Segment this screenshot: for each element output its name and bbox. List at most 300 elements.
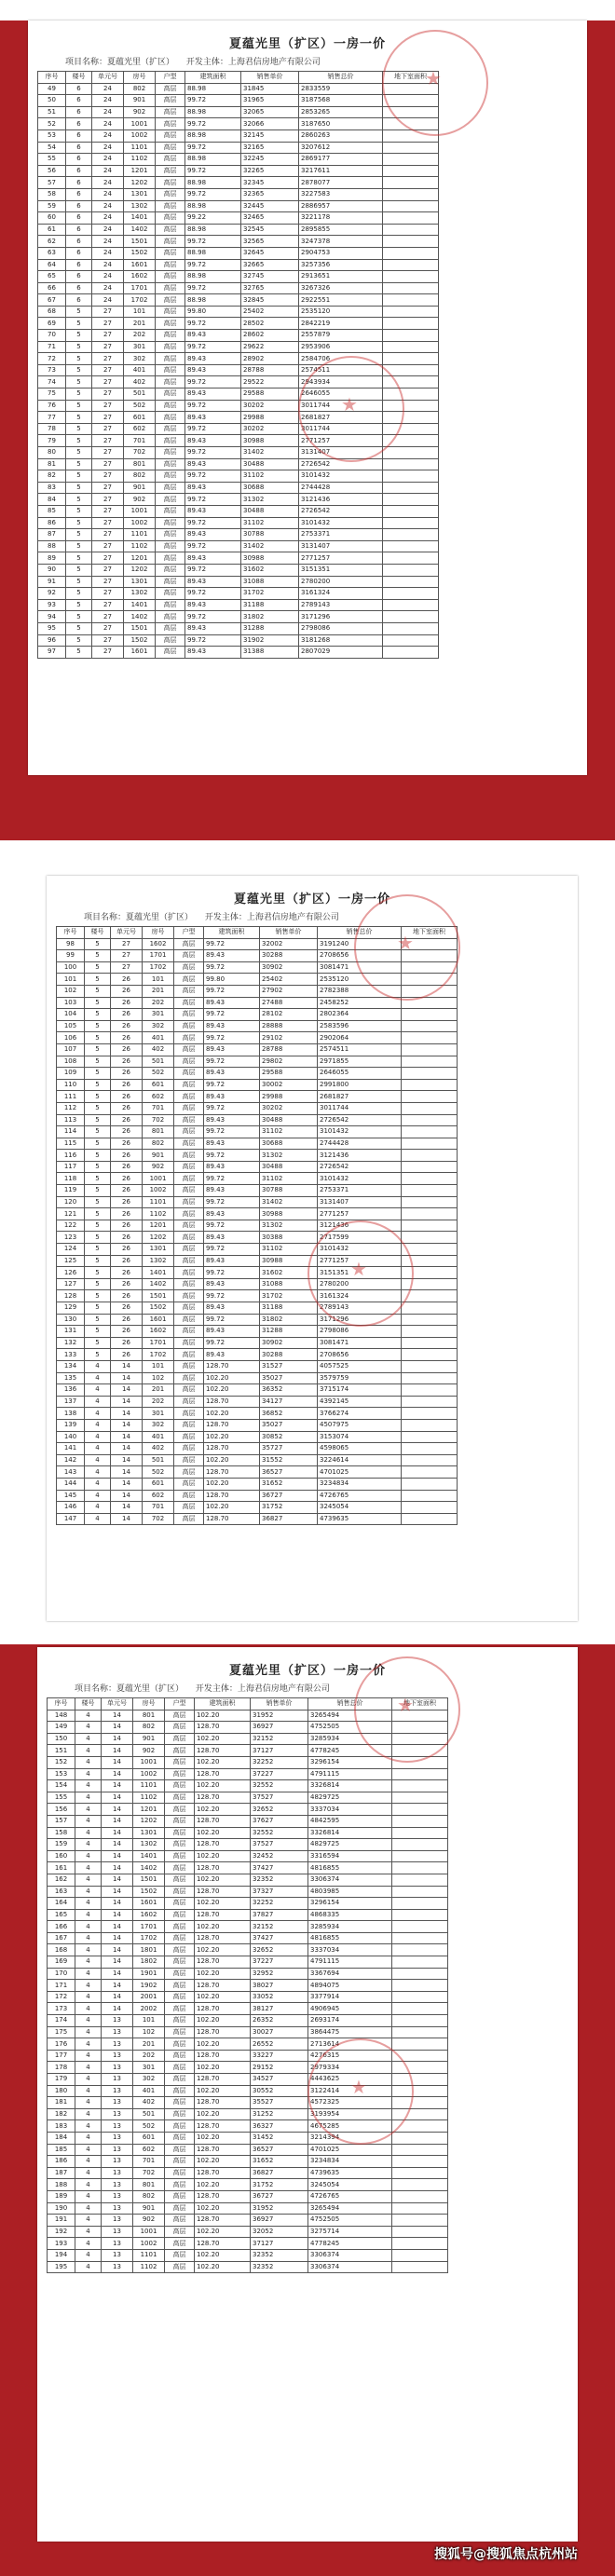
table-cell: 5 — [85, 1138, 111, 1150]
table-cell — [402, 1068, 458, 1080]
table-cell: 29988 — [260, 1091, 318, 1103]
table-cell: 4739635 — [308, 2167, 392, 2179]
table-cell: 1102 — [124, 154, 156, 166]
table-row — [57, 1009, 458, 1021]
table-row — [48, 2156, 448, 2168]
table-cell: 88.98 — [185, 271, 241, 283]
table-cell: 5 — [66, 388, 92, 401]
table-cell: 高层 — [156, 376, 185, 388]
table-cell: 401 — [133, 2085, 165, 2097]
table-cell — [383, 505, 439, 517]
table-cell: 37527 — [251, 1792, 308, 1804]
table-cell: 27 — [92, 447, 124, 459]
table-cell: 高层 — [174, 1232, 204, 1244]
table-cell: 102.20 — [204, 1372, 260, 1384]
table-cell — [392, 2026, 448, 2038]
table-cell — [392, 1780, 448, 1792]
table-cell: 4 — [75, 2190, 102, 2202]
table-cell: 186 — [48, 2156, 75, 2168]
table-cell — [383, 259, 439, 271]
table-cell: 26 — [111, 1102, 143, 1114]
table-cell: 6 — [66, 259, 92, 271]
table-cell: 201 — [124, 318, 156, 330]
table-cell — [402, 1454, 458, 1466]
project-label: 项目名称：夏蕴光里（扩区） — [84, 913, 194, 922]
table-cell: 94 — [38, 611, 66, 623]
table-cell: 6 — [66, 188, 92, 200]
table-row — [57, 1114, 458, 1126]
table-cell: 高层 — [174, 1360, 204, 1372]
table-cell: 35727 — [260, 1443, 318, 1455]
table-cell: 101 — [124, 306, 156, 318]
table-cell: 32002 — [260, 938, 318, 950]
table-cell: 24 — [92, 129, 124, 142]
table-cell: 134 — [57, 1360, 85, 1372]
table-row — [48, 1874, 448, 1886]
table-cell: 301 — [143, 1009, 174, 1021]
table-cell: 高层 — [156, 129, 185, 142]
table-cell: 4 — [85, 1490, 111, 1502]
table-cell: 32145 — [241, 129, 299, 142]
table-cell: 1001 — [143, 1173, 174, 1185]
table-cell: 34127 — [260, 1396, 318, 1408]
table-cell: 30288 — [260, 950, 318, 962]
table-cell — [402, 1102, 458, 1114]
table-cell: 高层 — [174, 1490, 204, 1502]
table-cell: 31388 — [241, 647, 299, 659]
table-row — [38, 588, 439, 600]
table-cell: 117 — [57, 1161, 85, 1173]
table-cell: 5 — [66, 364, 92, 376]
table-cell: 3766274 — [318, 1408, 402, 1420]
table-cell: 高层 — [165, 1792, 195, 1804]
table-cell: 105 — [57, 1020, 85, 1032]
table-cell: 3171296 — [318, 1314, 402, 1326]
table-cell: 192 — [48, 2226, 75, 2238]
table-cell: 高层 — [174, 1056, 204, 1068]
table-cell: 302 — [143, 1419, 174, 1431]
table-cell: 30488 — [260, 1161, 318, 1173]
table-cell: 32665 — [241, 259, 299, 271]
table-cell: 37627 — [251, 1815, 308, 1827]
table-cell: 102.20 — [195, 1874, 251, 1886]
table-cell — [392, 1968, 448, 1980]
table-cell: 102.20 — [195, 1968, 251, 1980]
table-cell: 99.72 — [185, 188, 241, 200]
table-cell — [383, 647, 439, 659]
table-cell: 14 — [102, 1815, 133, 1827]
table-cell: 101 — [143, 1360, 174, 1372]
table-cell: 高层 — [174, 1196, 204, 1208]
table-cell: 3234834 — [318, 1478, 402, 1490]
table-cell: 14 — [102, 1792, 133, 1804]
table-cell: 5 — [66, 458, 92, 470]
table-cell: 99.72 — [185, 540, 241, 552]
table-cell: 高层 — [156, 576, 185, 588]
table-cell: 30988 — [260, 1255, 318, 1267]
table-cell: 30202 — [241, 400, 299, 412]
table-cell: 155 — [48, 1792, 75, 1804]
table-cell: 802 — [133, 1722, 165, 1734]
table-cell: 6 — [66, 106, 92, 118]
table-cell: 99.72 — [185, 259, 241, 271]
table-cell: 5 — [66, 423, 92, 435]
table-cell: 99.72 — [204, 961, 260, 974]
table-cell: 3337034 — [308, 1944, 392, 1956]
table-cell — [383, 540, 439, 552]
table-cell: 31902 — [241, 634, 299, 647]
table-cell: 177 — [48, 2050, 75, 2062]
table-cell: 高层 — [174, 1302, 204, 1315]
table-cell: 高层 — [165, 2144, 195, 2156]
table-cell: 89.43 — [185, 435, 241, 447]
table-cell — [402, 1009, 458, 1021]
table-cell: 4829725 — [308, 1839, 392, 1851]
table-cell: 高层 — [156, 118, 185, 130]
table-cell: 1402 — [124, 611, 156, 623]
table-cell — [402, 1466, 458, 1479]
table-cell: 高层 — [174, 938, 204, 950]
table-cell: 27 — [92, 458, 124, 470]
table-cell: 5 — [85, 1244, 111, 1256]
table-cell: 128.70 — [204, 1443, 260, 1455]
table-cell: 38127 — [251, 2003, 308, 2015]
table-cell: 99.72 — [204, 1126, 260, 1138]
column-header: 楼号 — [75, 1698, 102, 1711]
table-row — [38, 306, 439, 318]
table-cell: 高层 — [174, 1150, 204, 1162]
table-cell: 88.98 — [185, 247, 241, 259]
table-cell: 30688 — [241, 482, 299, 494]
table-cell: 176 — [48, 2038, 75, 2051]
table-cell: 高层 — [156, 482, 185, 494]
table-cell: 26 — [111, 1150, 143, 1162]
table-cell: 14 — [102, 1768, 133, 1780]
developer-label: 开发主体：上海君信房地产有限公司 — [195, 1684, 330, 1694]
table-row — [57, 1091, 458, 1103]
table-cell: 3181268 — [299, 634, 383, 647]
table-cell: 128.70 — [204, 1490, 260, 1502]
table-cell: 5 — [66, 341, 92, 353]
table-cell: 14 — [102, 1874, 133, 1886]
table-row — [57, 1490, 458, 1502]
table-cell: 14 — [111, 1513, 143, 1525]
table-cell: 31752 — [251, 2179, 308, 2191]
table-cell: 32452 — [251, 1850, 308, 1862]
table-cell: 3011744 — [318, 1102, 402, 1114]
table-cell: 3296154 — [308, 1756, 392, 1768]
table-row — [57, 1372, 458, 1384]
table-cell: 99.72 — [204, 1220, 260, 1232]
table-cell: 高层 — [174, 1244, 204, 1256]
table-cell: 1101 — [133, 2249, 165, 2261]
table-cell: 102.20 — [195, 1780, 251, 1792]
table-cell: 4 — [75, 2074, 102, 2086]
table-cell: 1401 — [124, 599, 156, 611]
table-cell: 4 — [75, 1886, 102, 1898]
table-cell — [383, 576, 439, 588]
table-cell: 1001 — [133, 1756, 165, 1768]
table-cell: 34527 — [251, 2074, 308, 2086]
table-cell: 79 — [38, 435, 66, 447]
table-cell: 55 — [38, 154, 66, 166]
table-cell: 32152 — [251, 1733, 308, 1745]
table-row — [48, 2015, 448, 2027]
table-cell: 3285934 — [308, 1921, 392, 1933]
table-cell: 5 — [85, 961, 111, 974]
table-cell: 3153074 — [318, 1431, 402, 1443]
table-cell: 89.43 — [204, 1114, 260, 1126]
table-cell: 27 — [92, 529, 124, 541]
table-cell: 26 — [111, 1161, 143, 1173]
table-cell: 4 — [75, 1792, 102, 1804]
table-cell: 高层 — [174, 1126, 204, 1138]
table-cell: 27 — [92, 540, 124, 552]
table-cell: 26 — [111, 1337, 143, 1349]
table-cell: 4 — [75, 2179, 102, 2191]
table-cell: 14 — [102, 1909, 133, 1921]
document-sheet-1 — [28, 20, 587, 775]
table-cell: 2771257 — [318, 1255, 402, 1267]
table-cell: 163 — [48, 1886, 75, 1898]
table-cell: 59 — [38, 200, 66, 212]
table-cell: 27 — [92, 634, 124, 647]
table-cell: 27 — [92, 494, 124, 506]
table-cell: 1002 — [124, 517, 156, 529]
table-cell: 56 — [38, 165, 66, 177]
table-cell — [383, 142, 439, 154]
table-cell — [402, 1208, 458, 1220]
table-cell: 902 — [124, 494, 156, 506]
table-cell: 2780200 — [299, 576, 383, 588]
table-cell: 28102 — [260, 1009, 318, 1021]
table-cell: 30788 — [241, 529, 299, 541]
table-cell: 4 — [75, 1839, 102, 1851]
table-cell: 87 — [38, 529, 66, 541]
table-cell: 14 — [111, 1372, 143, 1384]
table-cell: 3864475 — [308, 2026, 392, 2038]
table-cell: 1601 — [124, 259, 156, 271]
table-cell: 3122414 — [308, 2085, 392, 2097]
table-cell: 89.43 — [185, 529, 241, 541]
table-cell: 301 — [133, 2062, 165, 2074]
table-cell: 5 — [85, 1232, 111, 1244]
table-cell: 201 — [143, 985, 174, 997]
table-cell: 27 — [92, 330, 124, 342]
table-cell: 高层 — [165, 1710, 195, 1722]
table-cell: 5 — [85, 1196, 111, 1208]
table-cell: 5 — [66, 634, 92, 647]
table-cell: 57 — [38, 177, 66, 189]
column-header: 序号 — [38, 72, 66, 84]
table-cell: 2726542 — [299, 505, 383, 517]
table-cell: 31702 — [260, 1290, 318, 1302]
table-cell: 2646055 — [299, 388, 383, 401]
table-cell: 54 — [38, 142, 66, 154]
column-header: 销售单价 — [241, 72, 299, 84]
table-cell: 5 — [85, 1079, 111, 1091]
table-cell: 4803985 — [308, 1886, 392, 1898]
table-cell: 1702 — [143, 961, 174, 974]
table-cell: 128.70 — [195, 2026, 251, 2038]
table-cell: 88.98 — [185, 154, 241, 166]
table-row — [57, 1196, 458, 1208]
table-cell: 36827 — [251, 2167, 308, 2179]
table-cell: 6 — [66, 83, 92, 95]
table-cell: 5 — [85, 1290, 111, 1302]
table-cell: 4 — [75, 2132, 102, 2144]
table-cell: 2913651 — [299, 271, 383, 283]
table-row — [48, 2026, 448, 2038]
table-cell: 高层 — [156, 412, 185, 424]
table-cell: 4739635 — [318, 1513, 402, 1525]
table-cell: 91 — [38, 576, 66, 588]
table-cell: 5 — [85, 1161, 111, 1173]
table-cell: 99.72 — [204, 1102, 260, 1114]
table-cell: 1201 — [143, 1220, 174, 1232]
table-cell: 32652 — [251, 1804, 308, 1816]
table-row — [57, 1431, 458, 1443]
table-cell: 32952 — [251, 1968, 308, 1980]
column-header: 序号 — [48, 1698, 75, 1711]
table-cell — [383, 599, 439, 611]
table-cell: 164 — [48, 1898, 75, 1910]
table-cell: 24 — [92, 188, 124, 200]
table-cell: 高层 — [174, 1513, 204, 1525]
table-cell: 102 — [57, 985, 85, 997]
table-cell: 1701 — [143, 1337, 174, 1349]
column-header: 销售单价 — [251, 1698, 308, 1711]
table-cell: 27 — [92, 588, 124, 600]
table-cell — [402, 1043, 458, 1056]
table-cell: 4 — [75, 2085, 102, 2097]
table-cell: 5 — [85, 1102, 111, 1114]
table-cell: 4829725 — [308, 1792, 392, 1804]
table-cell: 高层 — [165, 2190, 195, 2202]
table-cell: 801 — [133, 1710, 165, 1722]
table-cell: 32352 — [251, 1874, 308, 1886]
table-cell: 4 — [75, 2215, 102, 2227]
table-cell: 140 — [57, 1431, 85, 1443]
table-cell: 4 — [75, 2238, 102, 2250]
table-cell: 31102 — [260, 1126, 318, 1138]
column-header: 序号 — [57, 927, 85, 939]
table-cell: 高层 — [156, 458, 185, 470]
table-cell: 1102 — [133, 2261, 165, 2273]
table-cell — [392, 2190, 448, 2202]
table-cell: 80 — [38, 447, 66, 459]
table-cell: 402 — [124, 376, 156, 388]
table-cell: 102.20 — [195, 1827, 251, 1839]
table-cell: 13 — [102, 2062, 133, 2074]
table-cell: 2782388 — [318, 985, 402, 997]
table-cell: 3171296 — [299, 611, 383, 623]
table-cell: 24 — [92, 106, 124, 118]
table-cell: 6 — [66, 247, 92, 259]
table-cell — [392, 2144, 448, 2156]
table-cell: 4 — [75, 2249, 102, 2261]
table-cell: 302 — [133, 2074, 165, 2086]
table-cell: 高层 — [174, 1372, 204, 1384]
table-cell: 30288 — [260, 1349, 318, 1361]
table-cell: 4 — [85, 1478, 111, 1490]
table-cell: 高层 — [156, 423, 185, 435]
table-cell: 4 — [85, 1408, 111, 1420]
table-cell: 187 — [48, 2167, 75, 2179]
table-cell: 高层 — [165, 1780, 195, 1792]
table-cell: 13 — [102, 2249, 133, 2261]
table-cell: 109 — [57, 1068, 85, 1080]
table-cell — [392, 2015, 448, 2027]
table-cell: 89.43 — [185, 552, 241, 565]
table-cell: 高层 — [174, 1114, 204, 1126]
table-cell: 1502 — [124, 247, 156, 259]
table-cell: 高层 — [165, 2156, 195, 2168]
table-cell — [392, 1827, 448, 1839]
table-cell: 102.20 — [195, 2156, 251, 2168]
table-cell: 802 — [124, 470, 156, 483]
table-cell: 高层 — [165, 1898, 195, 1910]
table-cell: 89.43 — [185, 388, 241, 401]
table-cell: 5 — [85, 1208, 111, 1220]
table-cell: 89.43 — [185, 458, 241, 470]
table-cell: 31252 — [251, 2108, 308, 2120]
table-row — [38, 505, 439, 517]
table-cell: 99.72 — [185, 318, 241, 330]
table-cell — [383, 634, 439, 647]
doc-title: 夏蕴光里（扩区）一房一价 — [228, 1664, 386, 1678]
table-cell: 36527 — [260, 1466, 318, 1479]
table-cell — [392, 2156, 448, 2168]
table-cell: 5 — [66, 470, 92, 483]
table-cell: 701 — [143, 1502, 174, 1514]
table-cell: 4 — [75, 2062, 102, 2074]
table-row — [57, 1068, 458, 1080]
table-cell: 36327 — [251, 2120, 308, 2133]
table-cell: 24 — [92, 177, 124, 189]
table-cell: 高层 — [174, 1337, 204, 1349]
table-cell: 104 — [57, 1009, 85, 1021]
table-cell: 902 — [133, 2215, 165, 2227]
table-cell: 30488 — [260, 1114, 318, 1126]
table-cell: 24 — [92, 118, 124, 130]
table-cell: 31402 — [241, 447, 299, 459]
table-cell: 3265494 — [308, 1710, 392, 1722]
table-cell: 158 — [48, 1827, 75, 1839]
table-cell: 1601 — [133, 1898, 165, 1910]
table-cell: 4868335 — [308, 1909, 392, 1921]
table-cell: 37227 — [251, 1768, 308, 1780]
table-cell: 2895855 — [299, 224, 383, 236]
table-cell: 128.70 — [195, 1768, 251, 1780]
table-cell: 108 — [57, 1056, 85, 1068]
table-row — [57, 1220, 458, 1232]
table-row — [48, 2249, 448, 2261]
table-row — [38, 224, 439, 236]
developer-label: 开发主体：上海君信房地产有限公司 — [185, 58, 321, 67]
table-cell: 24 — [92, 271, 124, 283]
table-cell: 26 — [111, 1220, 143, 1232]
table-cell: 14 — [102, 1756, 133, 1768]
table-row — [57, 1020, 458, 1032]
table-cell: 89.43 — [185, 647, 241, 659]
table-cell: 26 — [111, 997, 143, 1009]
table-cell: 1002 — [143, 1185, 174, 1197]
table-cell — [383, 447, 439, 459]
table-cell: 99.72 — [204, 1314, 260, 1326]
table-cell — [402, 1372, 458, 1384]
table-cell — [402, 1150, 458, 1162]
